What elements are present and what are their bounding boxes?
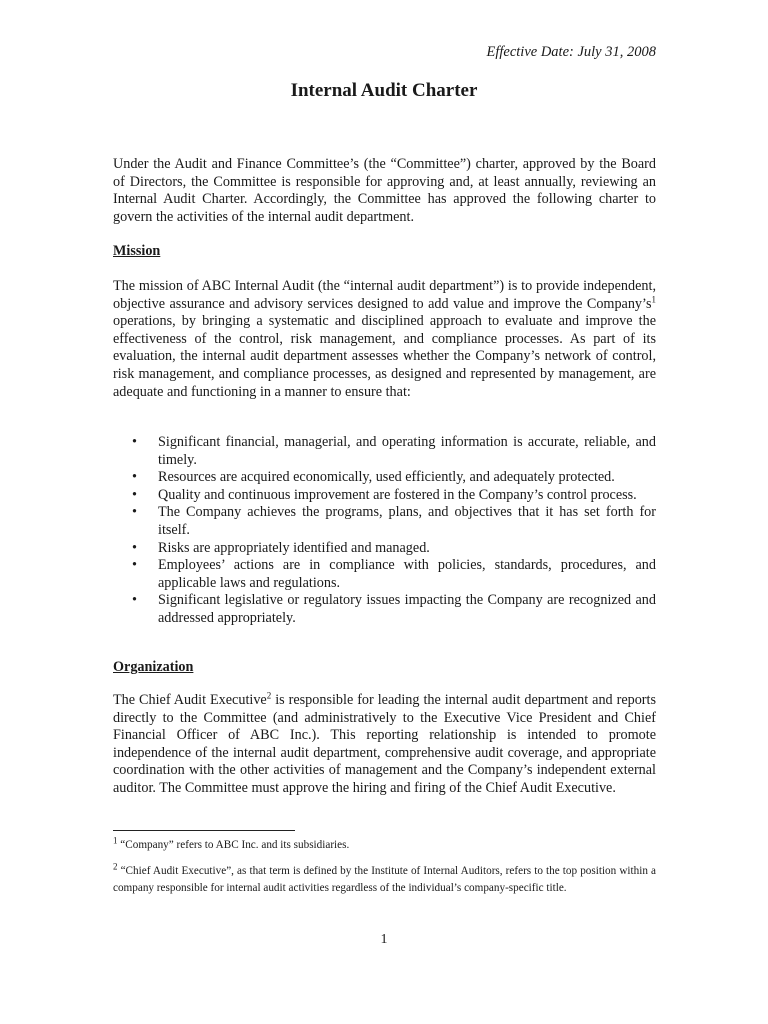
list-item	[113, 434, 656, 469]
bullet-icon: •	[132, 486, 137, 503]
organization-text-part2: is responsible for leading the internal audit department and reports directly to the Committee (and administratively to the Executive Vice President and Chief Financial Officer of ABC Inc.). This reporting relationship is intended to promote independence of the internal audit department, comprehensive audit coverage, and appropriate coordination with the other activities of management and the Company’s independent external auditor. The Committee must approve the hiring and firing of the Chief Audit Executive.	[113, 692, 656, 796]
bullet-icon: •	[132, 504, 137, 521]
organization-text-part1: The Chief Audit Executive	[113, 692, 267, 708]
list-item	[113, 469, 656, 487]
page-number: 1	[380, 932, 388, 947]
footnote-ref-1: 1	[651, 293, 656, 304]
footnote-marker: 2	[113, 861, 118, 872]
intro-paragraph: Under the Audit and Finance Committee’s (the “Committee”) charter, approved by the Board of Directors, the Committee is responsible for approving and, at least annually, reviewing an Internal Audit Charter. Accordingly, the Committee has approved the following charter to govern the activities of the internal audit department.	[113, 156, 656, 225]
mission-text-part1: The mission of ABC Internal Audit (the “internal audit department”) is to provide independent, objective assurance and advisory services designed to add value and improve the Company’s	[113, 278, 656, 312]
list-item-text: Employees’ actions are in compliance with policies, standards, procedures, and applicable laws and regulations.	[158, 557, 656, 591]
bullet-icon: •	[132, 469, 137, 486]
list-item-text: Significant financial, managerial, and operating information is accurate, reliable, and timely.	[158, 434, 656, 468]
list-item	[113, 592, 656, 627]
mission-paragraph	[113, 278, 656, 401]
footnote-text: “Company” refers to ABC Inc. and its subsidiaries.	[117, 839, 350, 851]
effective-date: Effective Date: July 31, 2008	[486, 44, 656, 60]
list-item-text: Resources are acquired economically, used efficiently, and adequately protected.	[158, 469, 615, 486]
list-item-text: Quality and continuous improvement are fostered in the Company’s control process.	[158, 486, 637, 503]
bullet-icon: •	[132, 539, 137, 556]
organization-heading: Organization	[113, 659, 194, 675]
footnote-ref-2: 2	[266, 690, 272, 701]
list-item-text: Significant legislative or regulatory issues impacting the Company are recognized and addressed appropriately.	[158, 592, 656, 626]
list-item	[113, 557, 656, 592]
mission-bullet-list	[113, 434, 656, 628]
list-item	[113, 487, 656, 505]
bullet-icon: •	[132, 557, 137, 574]
footnote-marker: 1	[113, 835, 118, 846]
footnote-divider	[113, 830, 295, 831]
mission-heading: Mission	[113, 243, 161, 259]
footnote-1	[113, 837, 656, 854]
list-item	[113, 504, 656, 539]
list-item-text: The Company achieves the programs, plans, and objectives that it has set forth for itself.	[158, 504, 656, 538]
organization-paragraph	[113, 692, 656, 798]
bullet-icon: •	[132, 592, 137, 609]
footnote-2	[113, 863, 656, 896]
list-item-text: Risks are appropriately identified and managed.	[158, 539, 430, 556]
footnote-text: “Chief Audit Executive”, as that term is defined by the Institute of Internal Auditors, refers to the top position within a company responsible for internal audit activities regardless of the individual’s company-specific title.	[113, 865, 656, 894]
document-title: Internal Audit Charter	[290, 80, 478, 101]
list-item	[113, 540, 656, 558]
mission-text-part2: operations, by bringing a systematic and disciplined approach to evaluate and improve the effectiveness of the control, risk management, and compliance processes. As part of its evaluation, the internal audit department assesses whether the Company’s network of control, risk management, and compliance processes, as designed and represented by management, are adequate and functioning in a manner to ensure that:	[113, 313, 656, 400]
bullet-icon: •	[132, 434, 137, 450]
